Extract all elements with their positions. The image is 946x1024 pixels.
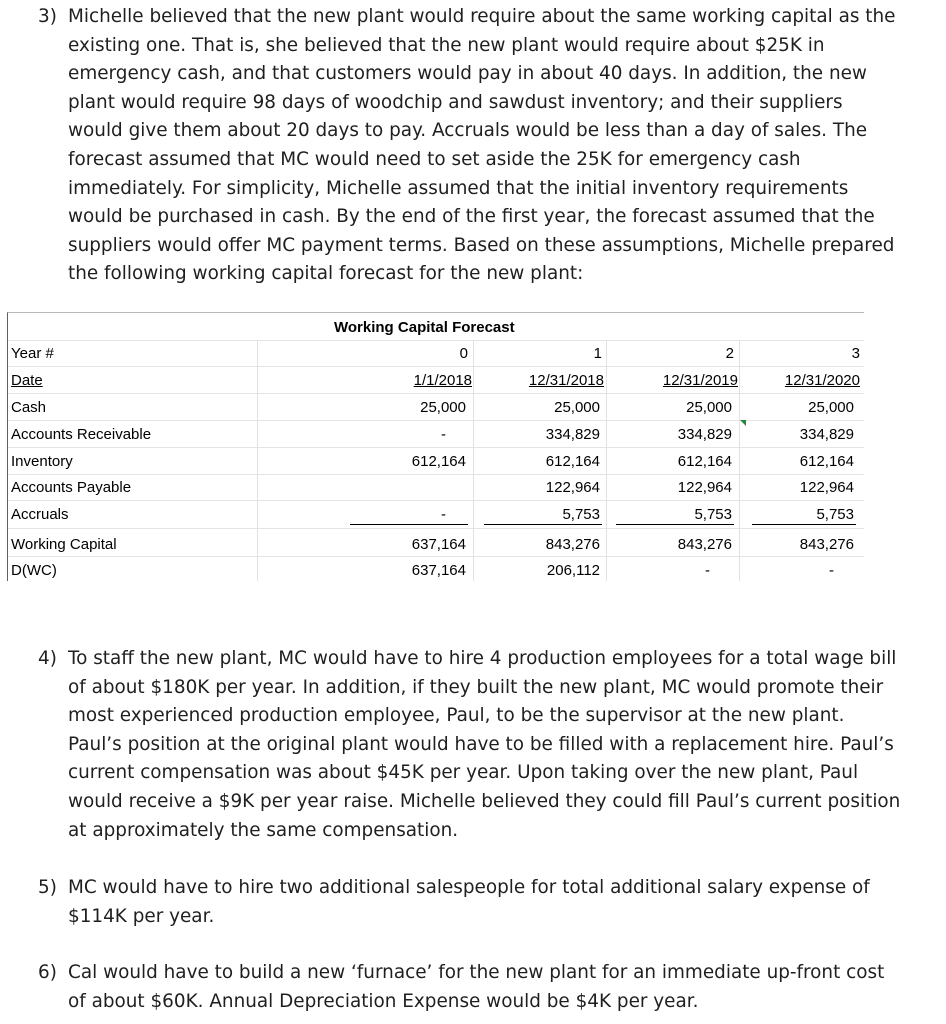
date-value: 12/31/2019 bbox=[662, 372, 738, 389]
row-label: Accounts Payable bbox=[11, 479, 132, 496]
grid-column-line bbox=[606, 340, 607, 581]
row-value: 612,164 bbox=[799, 453, 854, 470]
sum-underline bbox=[752, 524, 856, 525]
sum-underline bbox=[484, 524, 602, 525]
text-line: of about $180K per year. In addition, if they built the new plant, MC would promote their bbox=[68, 676, 884, 698]
year-value: 1 bbox=[593, 345, 602, 362]
item-number: 6) bbox=[38, 962, 57, 983]
row-value bbox=[368, 478, 466, 498]
row-value: 122,964 bbox=[677, 479, 732, 496]
table-title: Working Capital Forecast bbox=[334, 319, 515, 336]
row-value: 25,000 bbox=[420, 399, 466, 416]
working-capital-label: Working Capital bbox=[11, 536, 117, 553]
row-value: 612,164 bbox=[545, 453, 600, 470]
item-text bbox=[68, 874, 944, 931]
working-capital-value: 637,164 bbox=[411, 536, 466, 553]
text-line: would be purchased in cash. By the end of the first year, the forecast assumed that the bbox=[68, 206, 875, 228]
text-line: would receive a $9K per year raise. Michelle believed they could fill Paul’s current position bbox=[68, 790, 901, 812]
date-value: 12/31/2018 bbox=[528, 372, 604, 389]
row-value: 334,829 bbox=[799, 426, 854, 443]
grid-line bbox=[8, 366, 864, 367]
text-line: the following working capital forecast for the new plant: bbox=[68, 263, 584, 285]
row-label: Accruals bbox=[11, 506, 69, 523]
working-capital-value: 843,276 bbox=[677, 536, 732, 553]
text-line: $114K per year. bbox=[68, 905, 215, 927]
row-label: Cash bbox=[11, 399, 47, 416]
item-number: 4) bbox=[38, 648, 57, 669]
year-label: Year # bbox=[11, 345, 54, 362]
item-4 bbox=[38, 645, 944, 850]
text-line: suppliers would offer MC payment terms. Based on these assumptions, Michelle prepared bbox=[68, 234, 895, 256]
text-line: would give them about 20 days to pay. Accruals would be less than a day of sales. The bbox=[68, 120, 868, 142]
delta-wc-value: 637,164 bbox=[411, 562, 466, 579]
item-6 bbox=[38, 959, 944, 1019]
text-line: plant would require 98 days of woodchip and sawdust inventory; and their suppliers bbox=[68, 91, 843, 113]
working-capital-table bbox=[7, 312, 864, 581]
row-label: Accounts Receivable bbox=[11, 426, 152, 443]
text-line: forecast assumed that MC would need to set aside the 25K for emergency cash bbox=[68, 148, 801, 170]
working-capital-value: 843,276 bbox=[545, 536, 600, 553]
grid-column-line bbox=[257, 340, 258, 581]
date-label: Date bbox=[11, 372, 43, 389]
grid-line bbox=[8, 393, 864, 394]
grid-line bbox=[8, 556, 864, 557]
text-line: emergency cash, and that customers would pay in about 40 days. In addition, the new bbox=[68, 63, 867, 85]
grid-line bbox=[8, 500, 864, 501]
text-line: MC would have to hire two additional salespeople for total additional salary expense of bbox=[68, 877, 870, 898]
year-value: 0 bbox=[459, 345, 468, 362]
year-value: 2 bbox=[725, 345, 734, 362]
date-value: 1/1/2018 bbox=[413, 372, 472, 389]
row-value: - bbox=[441, 506, 446, 523]
text-line: Cal would have to build a new ‘furnace’ for the new plant for an immediate up-front cost bbox=[68, 962, 885, 983]
text-line: Paul’s position at the original plant would have to be filled with a replacement hire. Paul’s bbox=[68, 733, 894, 755]
item-5 bbox=[38, 874, 944, 934]
grid-line bbox=[8, 447, 864, 448]
text-line: at approximately the same compensation. bbox=[68, 819, 459, 841]
item-3 bbox=[38, 3, 944, 293]
row-value: 5,753 bbox=[562, 506, 600, 523]
row-value: 122,964 bbox=[799, 479, 854, 496]
grid-column-line bbox=[739, 340, 740, 581]
sum-underline bbox=[350, 524, 468, 525]
row-label: Inventory bbox=[11, 453, 73, 470]
working-capital-value: 843,276 bbox=[799, 536, 854, 553]
row-value: 122,964 bbox=[545, 479, 600, 496]
year-value: 3 bbox=[851, 345, 860, 362]
text-line: existing one. That is, she believed that the new plant would require about $25K in bbox=[68, 34, 825, 56]
item-number: 3) bbox=[38, 6, 57, 27]
row-value: 25,000 bbox=[554, 399, 600, 416]
text-line: Michelle believed that the new plant would require about the same working capital as the bbox=[68, 6, 896, 27]
text-line: most experienced production employee, Paul, to be the supervisor at the new plant. bbox=[68, 705, 845, 727]
text-line: current compensation was about $45K per year. Upon taking over the new plant, Paul bbox=[68, 762, 859, 784]
delta-wc-value: 206,112 bbox=[546, 562, 600, 579]
row-value: 334,829 bbox=[545, 426, 600, 443]
row-value: 334,829 bbox=[677, 426, 732, 443]
grid-line bbox=[8, 474, 864, 475]
row-value: 5,753 bbox=[694, 506, 732, 523]
delta-wc-value: - bbox=[829, 562, 834, 579]
row-value: 25,000 bbox=[808, 399, 854, 416]
text-line: immediately. For simplicity, Michelle assumed that the initial inventory requirements bbox=[68, 177, 849, 199]
grid-column-line bbox=[473, 340, 474, 581]
text-line: To staff the new plant, MC would have to hire 4 production employees for a total wage bill bbox=[68, 648, 897, 669]
row-value: - bbox=[441, 426, 446, 443]
row-value: 612,164 bbox=[677, 453, 732, 470]
item-text bbox=[68, 645, 944, 845]
grid-line bbox=[8, 420, 864, 421]
date-value: 12/31/2020 bbox=[784, 372, 860, 389]
row-value: 25,000 bbox=[686, 399, 732, 416]
delta-wc-value: - bbox=[705, 562, 710, 579]
grid-line bbox=[8, 340, 864, 341]
text-line: of about $60K. Annual Depreciation Expense would be $4K per year. bbox=[68, 990, 699, 1012]
item-text bbox=[68, 959, 944, 1016]
grid-line bbox=[8, 528, 864, 529]
row-value: 5,753 bbox=[816, 506, 854, 523]
item-text bbox=[68, 3, 944, 289]
row-value: 612,164 bbox=[411, 453, 466, 470]
cell-comment-indicator bbox=[740, 420, 746, 426]
item-number: 5) bbox=[38, 877, 57, 898]
delta-wc-label: D(WC) bbox=[11, 562, 57, 579]
sum-underline bbox=[616, 524, 734, 525]
